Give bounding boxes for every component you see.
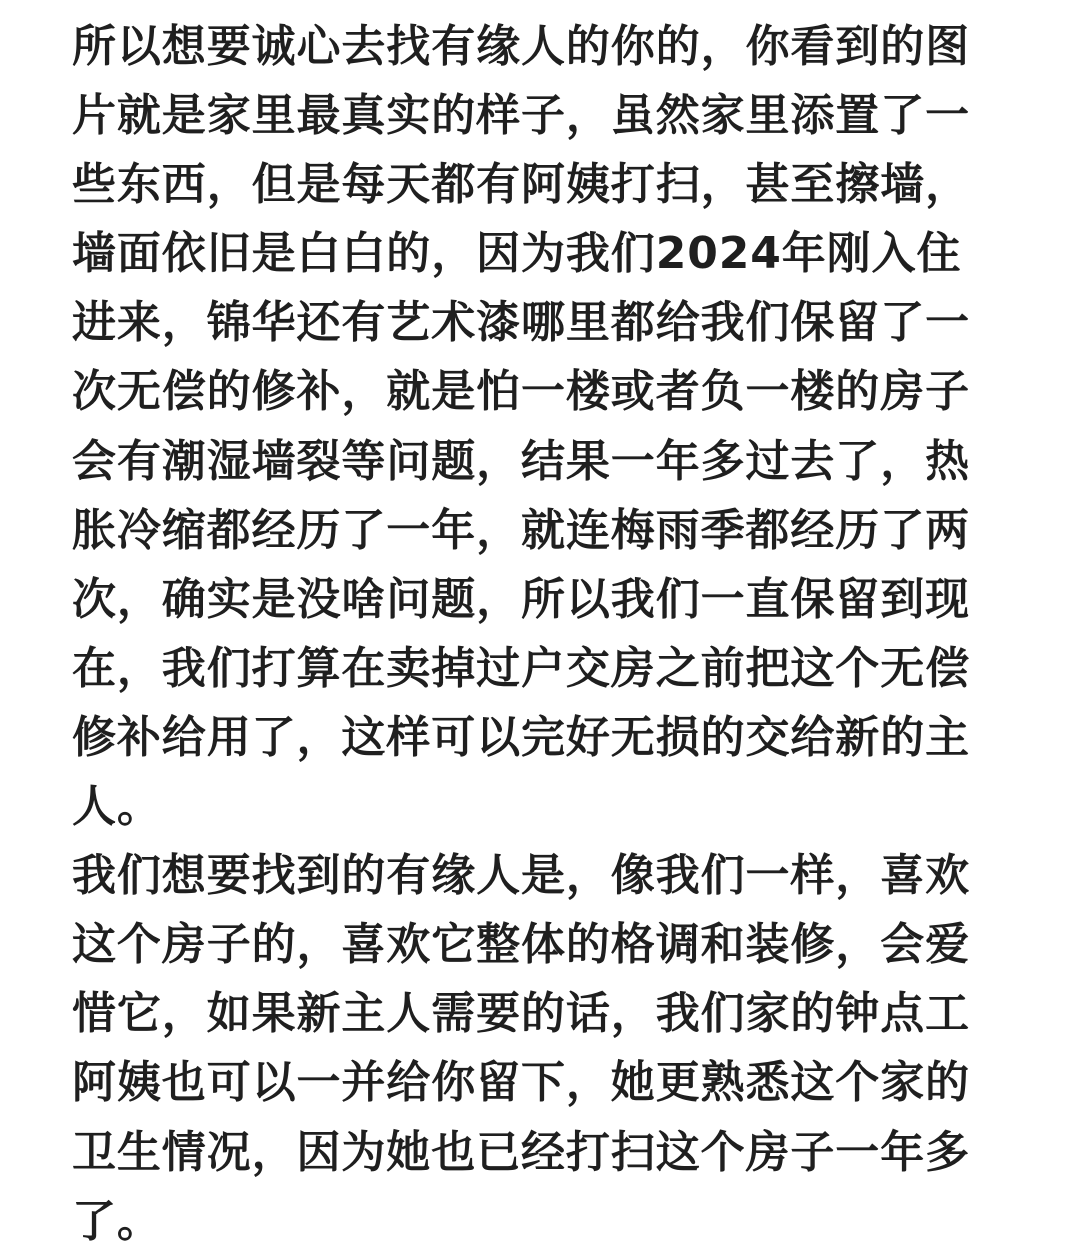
text-line: 些东西，但是每天都有阿姨打扫，甚至擦墙， <box>72 159 970 211</box>
text-line: 墙面依旧是白白的，因为我们2024年刚入住 <box>72 228 962 280</box>
text-line: 人。 <box>72 781 162 833</box>
text-line: 片就是家里最真实的样子，虽然家里添置了一 <box>72 90 970 142</box>
text-line: 在，我们打算在卖掉过户交房之前把这个无偿 <box>72 642 970 694</box>
text-line: 胀冷缩都经历了一年，就连梅雨季都经历了两 <box>72 504 970 556</box>
paragraph-2 <box>72 841 1008 1256</box>
text-line: 了。 <box>72 1195 162 1247</box>
text-line: 所以想要诚心去找有缘人的你的，你看到的图 <box>72 21 970 72</box>
article-body <box>72 12 1008 1256</box>
text-line: 进来，锦华还有艺术漆哪里都给我们保留了一 <box>72 297 970 349</box>
text-line: 卫生情况，因为她也已经打扫这个房子一年多 <box>72 1126 970 1178</box>
text-line: 这个房子的，喜欢它整体的格调和装修，会爱 <box>72 919 970 971</box>
text-line: 惜它，如果新主人需要的话，我们家的钟点工 <box>72 988 970 1040</box>
text-line: 修补给用了，这样可以完好无损的交给新的主 <box>72 711 970 763</box>
text-line: 我们想要找到的有缘人是，像我们一样，喜欢 <box>72 850 970 902</box>
text-line: 次无偿的修补，就是怕一楼或者负一楼的房子 <box>72 366 970 418</box>
text-line: 会有潮湿墙裂等问题，结果一年多过去了，热 <box>72 435 970 487</box>
paragraph-1 <box>72 12 1008 841</box>
text-line: 次，确实是没啥问题，所以我们一直保留到现 <box>72 573 970 625</box>
text-line: 阿姨也可以一并给你留下，她更熟悉这个家的 <box>72 1057 970 1109</box>
